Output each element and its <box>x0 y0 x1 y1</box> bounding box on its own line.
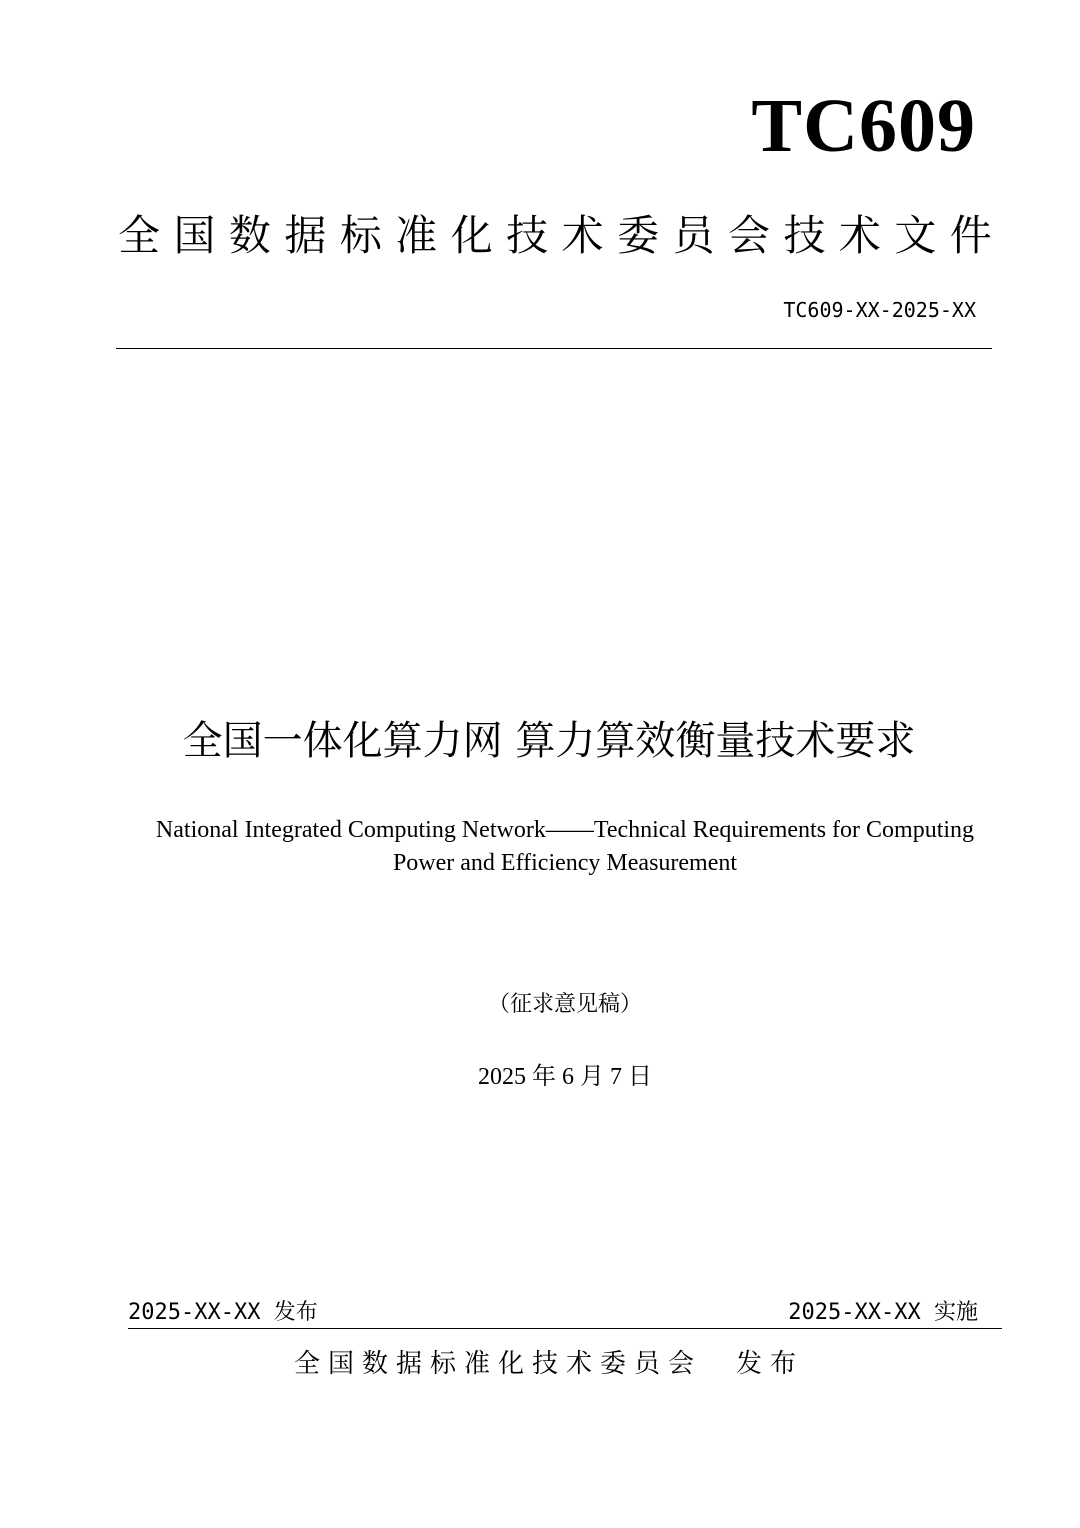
document-type-title <box>118 208 992 264</box>
document-type-title-char: 据 <box>284 211 327 260</box>
document-type-title-char: 文 <box>894 211 937 260</box>
english-title-line-1: National Integrated Computing Network——Technical Requirements for Computing <box>155 817 975 843</box>
document-type-title-char: 国 <box>173 211 216 260</box>
document-type-title-char: 技 <box>783 211 826 260</box>
issuer-action: 发布 <box>736 1349 805 1379</box>
document-type-title-char: 术 <box>561 211 604 260</box>
document-type-title-char: 会 <box>727 211 770 260</box>
draft-label: （征求意见稿） <box>487 992 642 1017</box>
draft-date: 2025 年 6 月 7 日 <box>478 1064 652 1090</box>
document-type-title-char: 术 <box>838 211 881 260</box>
document-type-title-char: 全 <box>118 211 161 260</box>
document-type-title-char: 数 <box>228 211 271 260</box>
document-type-title-char: 标 <box>339 211 382 260</box>
english-title <box>110 814 1020 880</box>
document-type-title-char: 委 <box>617 211 660 260</box>
document-type-title-char: 化 <box>450 211 493 260</box>
document-type-title-char: 员 <box>672 211 715 260</box>
issuer-name: 全国数据标准化技术委员会 <box>293 1349 702 1379</box>
committee-code: TC609 <box>751 84 976 168</box>
english-title-line-2: Power and Efficiency Measurement <box>392 850 738 876</box>
chinese-title: 全国一体化算力网 算力算效衡量技术要求 <box>182 718 916 764</box>
document-number: TC609-XX-2025-XX <box>783 298 976 322</box>
issuer-line <box>0 1347 1080 1381</box>
publish-date: 2025-XX-XX 发布 <box>128 1300 318 1325</box>
document-type-title-char: 技 <box>506 211 549 260</box>
footer-divider <box>128 1328 1002 1329</box>
document-type-title-char: 准 <box>395 211 438 260</box>
implement-date: 2025-XX-XX 实施 <box>788 1300 978 1325</box>
header-divider <box>116 348 992 349</box>
document-type-title-char: 件 <box>949 211 992 260</box>
